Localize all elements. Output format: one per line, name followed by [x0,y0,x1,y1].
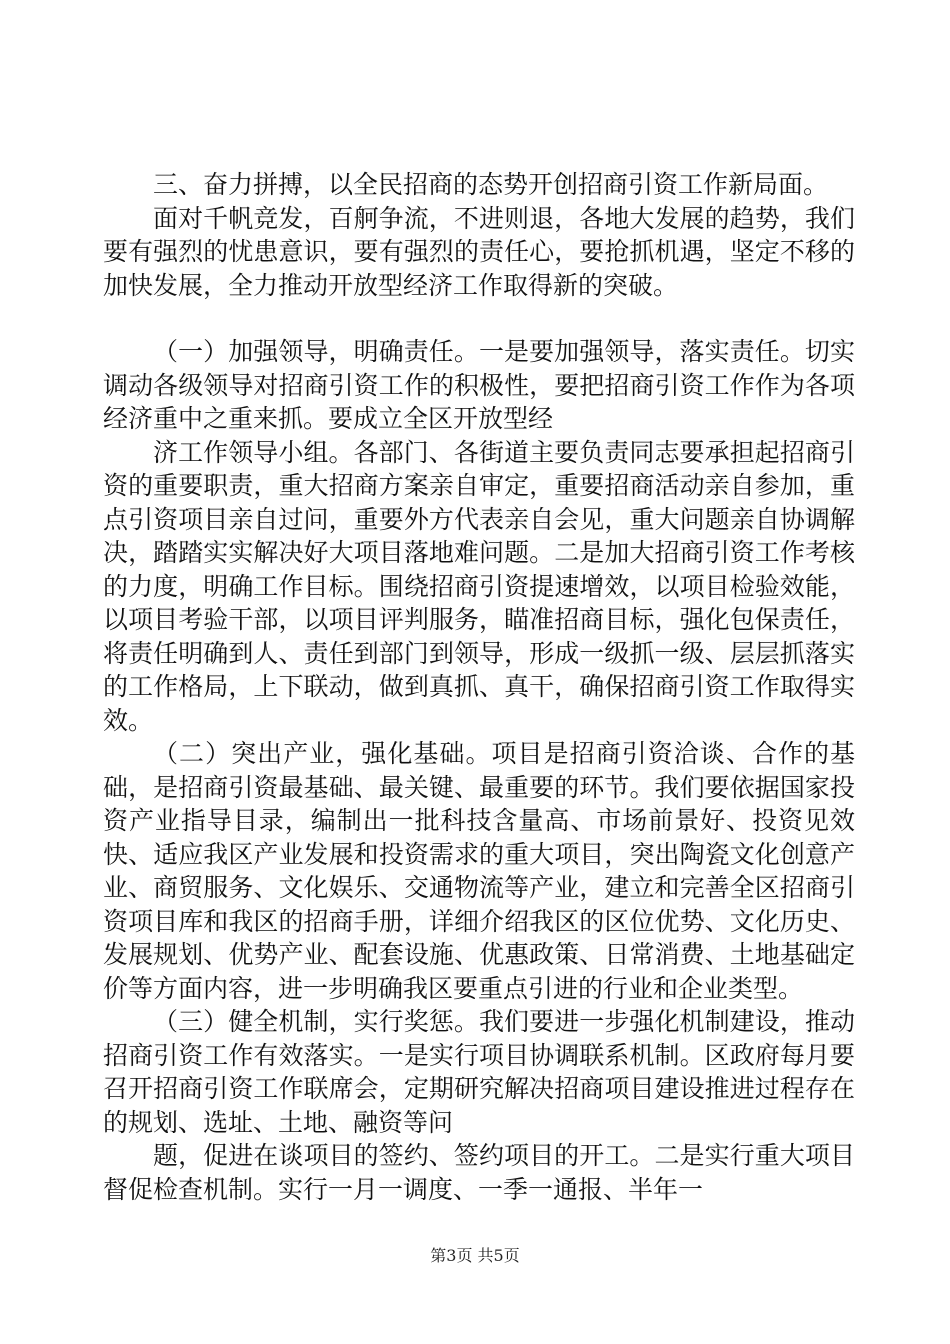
paragraph-mechanism-continued: 题，促进在谈项目的签约、签约项目的开工。二是实行重大项目督促检查机制。实行一月一调度、一季一通报、半年一 [103,1141,855,1204]
page-number-footer: 第3页 共5页 [430,1246,520,1265]
paragraph-intro: 面对千帆竞发，百舸争流，不进则退，各地大发展的趋势，我们要有强烈的忧患意识，要有强烈的责任心，要抢抓机遇，坚定不移的加快发展，全力推动开放型经济工作取得新的突破。 [103,203,855,300]
paragraph-mechanism: （三）健全机制，实行奖惩。我们要进一步强化机制建设，推动招商引资工作有效落实。一是实行项目协调联系机制。区政府每月要召开招商引资工作联席会，定期研究解决招商项目建设推进过程存在的规划、选址、土地、融资等问 [103,1007,855,1137]
paragraph-industry: （二）突出产业，强化基础。项目是招商引资洽谈、合作的基础，是招商引资最基础、最关键、最重要的环节。我们要依据国家投资产业指导目录，编制出一批科技含量高、市场前景好、投资见效快、适应我区产业发展和投资需求的重大项目，突出陶瓷文化创意产业、商贸服务、文化娱乐、交通物流等产业，建立和完善全区招商引资项目库和我区的招商手册，详细介绍我区的区位优势、文化历史、发展规划、优势产业、配套设施、优惠政策、日常消费、土地基础定价等方面内容，进一步明确我区要重点引进的行业和企业类型。 [103,739,855,1003]
paragraph-leadership: （一）加强领导，明确责任。一是要加强领导，落实责任。切实调动各级领导对招商引资工作的积极性，要把招商引资工作作为各项经济重中之重来抓。要成立全区开放型经 [103,337,855,433]
paragraph-leadership-continued: 济工作领导小组。各部门、各街道主要负责同志要承担起招商引资的重要职责，重大招商方案亲自审定，重要招商活动亲自参加，重点引资项目亲自过问，重要外方代表亲自会见，重大问题亲自协调解决，踏踏实实解决好大项目落地难问题。二是加大招商引资工作考核的力度，明确工作目标。围绕招商引资提速增效，以项目检验效能，以项目考验干部，以项目评判服务，瞄准招商目标，强化包保责任，将责任明确到人、责任到部门到领导，形成一级抓一级、层层抓落实的工作格局，上下联动，做到真抓、真干，确保招商引资工作取得实效。 [103,437,855,735]
document-body [103,168,855,1206]
paragraph-section-heading: 三、奋力拼搏，以全民招商的态势开创招商引资工作新局面。 [153,170,829,199]
